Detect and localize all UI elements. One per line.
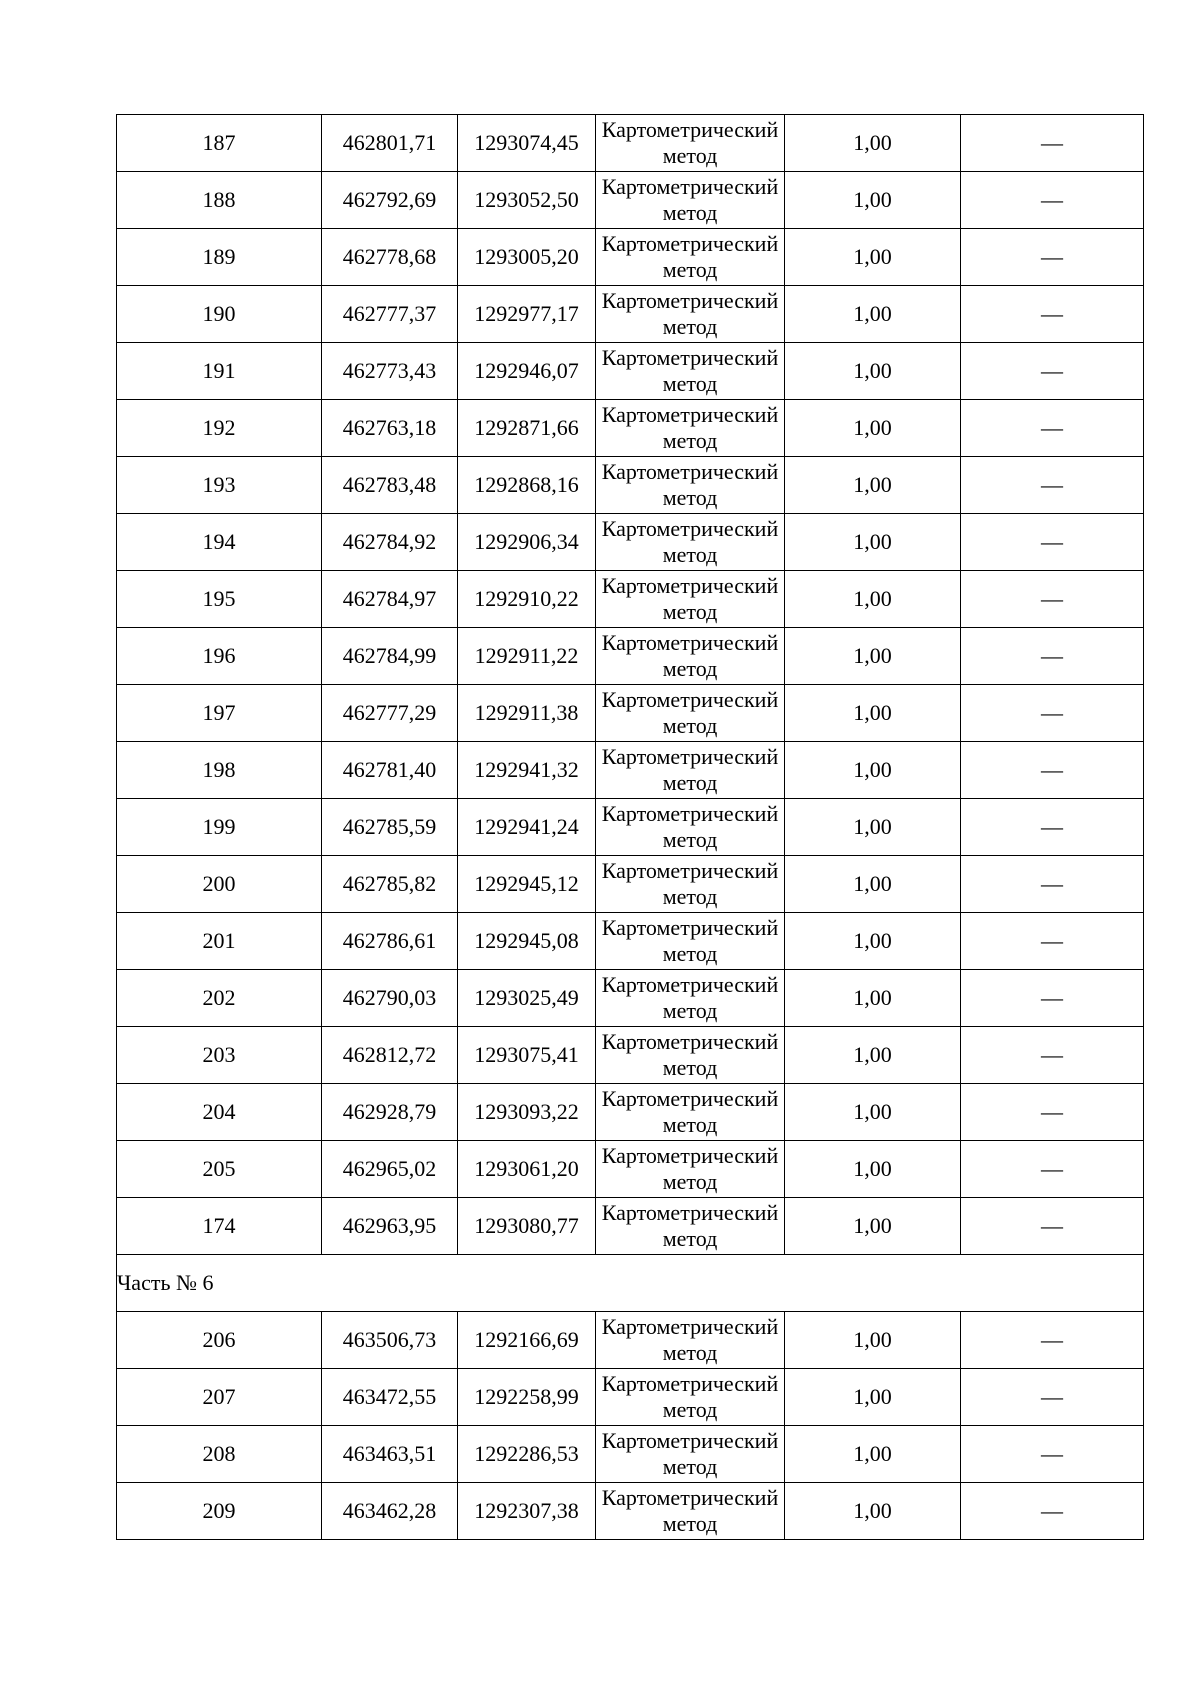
point-number-cell: 202 xyxy=(117,970,322,1027)
x-coordinate-cell: 463462,28 xyxy=(322,1483,458,1540)
note-cell: — xyxy=(961,343,1144,400)
accuracy-cell: 1,00 xyxy=(785,970,961,1027)
method-cell: Картометрический метод xyxy=(596,1141,785,1198)
note-cell: — xyxy=(961,1027,1144,1084)
x-coordinate-cell: 462763,18 xyxy=(322,400,458,457)
y-coordinate-cell: 1292941,32 xyxy=(458,742,596,799)
table-row xyxy=(117,1141,1144,1198)
accuracy-cell: 1,00 xyxy=(785,286,961,343)
note-cell: — xyxy=(961,742,1144,799)
method-cell: Картометрический метод xyxy=(596,457,785,514)
table-body xyxy=(117,115,1144,1540)
y-coordinate-cell: 1292945,12 xyxy=(458,856,596,913)
x-coordinate-cell: 462801,71 xyxy=(322,115,458,172)
table-row xyxy=(117,799,1144,856)
x-coordinate-cell: 462778,68 xyxy=(322,229,458,286)
point-number-cell: 189 xyxy=(117,229,322,286)
point-number-cell: 191 xyxy=(117,343,322,400)
table-row xyxy=(117,970,1144,1027)
table-row xyxy=(117,685,1144,742)
x-coordinate-cell: 462777,37 xyxy=(322,286,458,343)
y-coordinate-cell: 1293080,77 xyxy=(458,1198,596,1255)
point-number-cell: 193 xyxy=(117,457,322,514)
note-cell: — xyxy=(961,913,1144,970)
method-cell: Картометрический метод xyxy=(596,913,785,970)
accuracy-cell: 1,00 xyxy=(785,343,961,400)
y-coordinate-cell: 1293025,49 xyxy=(458,970,596,1027)
table-row xyxy=(117,1084,1144,1141)
method-cell: Картометрический метод xyxy=(596,1369,785,1426)
method-cell: Картометрический метод xyxy=(596,1027,785,1084)
x-coordinate-cell: 462781,40 xyxy=(322,742,458,799)
y-coordinate-cell: 1293075,41 xyxy=(458,1027,596,1084)
point-number-cell: 207 xyxy=(117,1369,322,1426)
table-row xyxy=(117,172,1144,229)
note-cell: — xyxy=(961,172,1144,229)
note-cell: — xyxy=(961,115,1144,172)
point-number-cell: 197 xyxy=(117,685,322,742)
note-cell: — xyxy=(961,799,1144,856)
note-cell: — xyxy=(961,970,1144,1027)
method-cell: Картометрический метод xyxy=(596,343,785,400)
table-row xyxy=(117,400,1144,457)
x-coordinate-cell: 462812,72 xyxy=(322,1027,458,1084)
note-cell: — xyxy=(961,1084,1144,1141)
y-coordinate-cell: 1292286,53 xyxy=(458,1426,596,1483)
accuracy-cell: 1,00 xyxy=(785,1426,961,1483)
y-coordinate-cell: 1292871,66 xyxy=(458,400,596,457)
note-cell: — xyxy=(961,1483,1144,1540)
accuracy-cell: 1,00 xyxy=(785,856,961,913)
table-row xyxy=(117,115,1144,172)
x-coordinate-cell: 463506,73 xyxy=(322,1312,458,1369)
x-coordinate-cell: 462777,29 xyxy=(322,685,458,742)
point-number-cell: 203 xyxy=(117,1027,322,1084)
x-coordinate-cell: 462790,03 xyxy=(322,970,458,1027)
x-coordinate-cell: 462928,79 xyxy=(322,1084,458,1141)
y-coordinate-cell: 1292946,07 xyxy=(458,343,596,400)
y-coordinate-cell: 1293093,22 xyxy=(458,1084,596,1141)
note-cell: — xyxy=(961,1426,1144,1483)
accuracy-cell: 1,00 xyxy=(785,1312,961,1369)
point-number-cell: 200 xyxy=(117,856,322,913)
y-coordinate-cell: 1292911,38 xyxy=(458,685,596,742)
method-cell: Картометрический метод xyxy=(596,970,785,1027)
table-row xyxy=(117,571,1144,628)
x-coordinate-cell: 462792,69 xyxy=(322,172,458,229)
accuracy-cell: 1,00 xyxy=(785,514,961,571)
point-number-cell: 187 xyxy=(117,115,322,172)
method-cell: Картометрический метод xyxy=(596,172,785,229)
note-cell: — xyxy=(961,1312,1144,1369)
table-row xyxy=(117,286,1144,343)
point-number-cell: 194 xyxy=(117,514,322,571)
table-row xyxy=(117,1483,1144,1540)
note-cell: — xyxy=(961,628,1144,685)
table-row xyxy=(117,1027,1144,1084)
point-number-cell: 201 xyxy=(117,913,322,970)
table-row xyxy=(117,628,1144,685)
note-cell: — xyxy=(961,685,1144,742)
accuracy-cell: 1,00 xyxy=(785,1084,961,1141)
point-number-cell: 205 xyxy=(117,1141,322,1198)
y-coordinate-cell: 1292258,99 xyxy=(458,1369,596,1426)
table-row xyxy=(117,1369,1144,1426)
y-coordinate-cell: 1292307,38 xyxy=(458,1483,596,1540)
y-coordinate-cell: 1293074,45 xyxy=(458,115,596,172)
method-cell: Картометрический метод xyxy=(596,685,785,742)
table-row xyxy=(117,514,1144,571)
note-cell: — xyxy=(961,1141,1144,1198)
x-coordinate-cell: 463472,55 xyxy=(322,1369,458,1426)
x-coordinate-cell: 462785,82 xyxy=(322,856,458,913)
section-label: Часть № 6 xyxy=(117,1255,1144,1312)
table-row xyxy=(117,343,1144,400)
point-number-cell: 188 xyxy=(117,172,322,229)
method-cell: Картометрический метод xyxy=(596,1312,785,1369)
x-coordinate-cell: 462784,99 xyxy=(322,628,458,685)
accuracy-cell: 1,00 xyxy=(785,457,961,514)
method-cell: Картометрический метод xyxy=(596,1084,785,1141)
method-cell: Картометрический метод xyxy=(596,742,785,799)
x-coordinate-cell: 462784,92 xyxy=(322,514,458,571)
table-row xyxy=(117,1426,1144,1483)
coordinates-table xyxy=(116,114,1144,1540)
y-coordinate-cell: 1292911,22 xyxy=(458,628,596,685)
accuracy-cell: 1,00 xyxy=(785,799,961,856)
point-number-cell: 198 xyxy=(117,742,322,799)
point-number-cell: 204 xyxy=(117,1084,322,1141)
note-cell: — xyxy=(961,400,1144,457)
y-coordinate-cell: 1292166,69 xyxy=(458,1312,596,1369)
accuracy-cell: 1,00 xyxy=(785,628,961,685)
accuracy-cell: 1,00 xyxy=(785,1198,961,1255)
x-coordinate-cell: 462784,97 xyxy=(322,571,458,628)
method-cell: Картометрический метод xyxy=(596,1483,785,1540)
y-coordinate-cell: 1293005,20 xyxy=(458,229,596,286)
accuracy-cell: 1,00 xyxy=(785,1027,961,1084)
note-cell: — xyxy=(961,457,1144,514)
method-cell: Картометрический метод xyxy=(596,1198,785,1255)
y-coordinate-cell: 1292977,17 xyxy=(458,286,596,343)
method-cell: Картометрический метод xyxy=(596,856,785,913)
x-coordinate-cell: 462785,59 xyxy=(322,799,458,856)
table-row xyxy=(117,913,1144,970)
method-cell: Картометрический метод xyxy=(596,514,785,571)
method-cell: Картометрический метод xyxy=(596,1426,785,1483)
point-number-cell: 206 xyxy=(117,1312,322,1369)
method-cell: Картометрический метод xyxy=(596,286,785,343)
table-row xyxy=(117,1198,1144,1255)
x-coordinate-cell: 463463,51 xyxy=(322,1426,458,1483)
note-cell: — xyxy=(961,1198,1144,1255)
accuracy-cell: 1,00 xyxy=(785,115,961,172)
point-number-cell: 209 xyxy=(117,1483,322,1540)
section-row xyxy=(117,1255,1144,1312)
method-cell: Картометрический метод xyxy=(596,799,785,856)
accuracy-cell: 1,00 xyxy=(785,229,961,286)
table-row xyxy=(117,457,1144,514)
method-cell: Картометрический метод xyxy=(596,115,785,172)
x-coordinate-cell: 462773,43 xyxy=(322,343,458,400)
accuracy-cell: 1,00 xyxy=(785,172,961,229)
method-cell: Картометрический метод xyxy=(596,400,785,457)
y-coordinate-cell: 1292868,16 xyxy=(458,457,596,514)
y-coordinate-cell: 1293061,20 xyxy=(458,1141,596,1198)
accuracy-cell: 1,00 xyxy=(785,913,961,970)
method-cell: Картометрический метод xyxy=(596,229,785,286)
table-row xyxy=(117,1312,1144,1369)
table-row xyxy=(117,856,1144,913)
note-cell: — xyxy=(961,286,1144,343)
note-cell: — xyxy=(961,1369,1144,1426)
x-coordinate-cell: 462965,02 xyxy=(322,1141,458,1198)
point-number-cell: 199 xyxy=(117,799,322,856)
y-coordinate-cell: 1292906,34 xyxy=(458,514,596,571)
point-number-cell: 192 xyxy=(117,400,322,457)
point-number-cell: 174 xyxy=(117,1198,322,1255)
x-coordinate-cell: 462963,95 xyxy=(322,1198,458,1255)
note-cell: — xyxy=(961,571,1144,628)
x-coordinate-cell: 462786,61 xyxy=(322,913,458,970)
y-coordinate-cell: 1293052,50 xyxy=(458,172,596,229)
y-coordinate-cell: 1292910,22 xyxy=(458,571,596,628)
point-number-cell: 195 xyxy=(117,571,322,628)
accuracy-cell: 1,00 xyxy=(785,1483,961,1540)
table-row xyxy=(117,742,1144,799)
note-cell: — xyxy=(961,514,1144,571)
accuracy-cell: 1,00 xyxy=(785,685,961,742)
method-cell: Картометрический метод xyxy=(596,571,785,628)
point-number-cell: 190 xyxy=(117,286,322,343)
note-cell: — xyxy=(961,856,1144,913)
x-coordinate-cell: 462783,48 xyxy=(322,457,458,514)
accuracy-cell: 1,00 xyxy=(785,400,961,457)
point-number-cell: 196 xyxy=(117,628,322,685)
table-row xyxy=(117,229,1144,286)
accuracy-cell: 1,00 xyxy=(785,742,961,799)
note-cell: — xyxy=(961,229,1144,286)
method-cell: Картометрический метод xyxy=(596,628,785,685)
accuracy-cell: 1,00 xyxy=(785,571,961,628)
accuracy-cell: 1,00 xyxy=(785,1369,961,1426)
y-coordinate-cell: 1292941,24 xyxy=(458,799,596,856)
accuracy-cell: 1,00 xyxy=(785,1141,961,1198)
y-coordinate-cell: 1292945,08 xyxy=(458,913,596,970)
point-number-cell: 208 xyxy=(117,1426,322,1483)
